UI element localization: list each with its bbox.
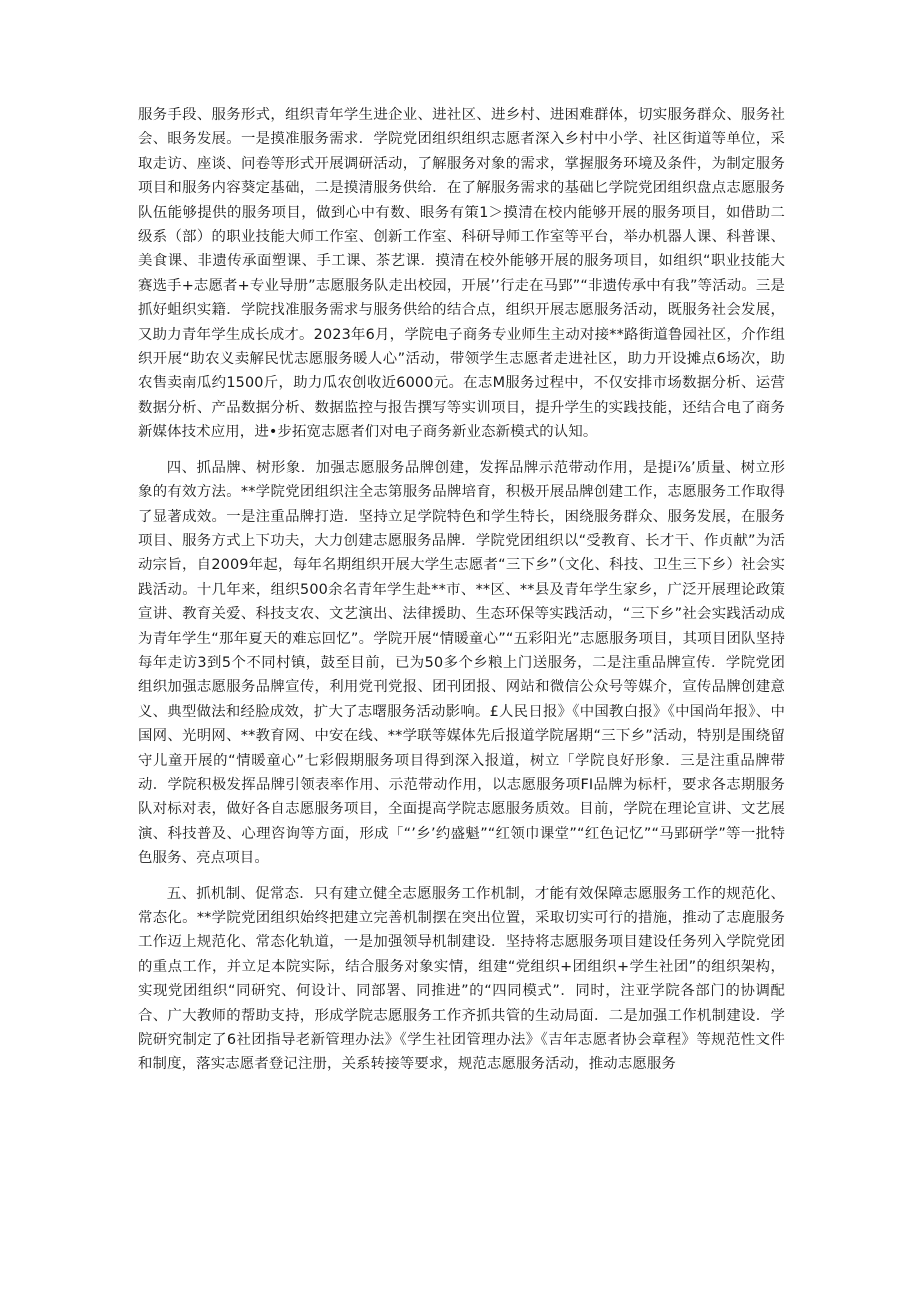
paragraph-mechanism-building: 五、抓机制、促常态．只有建立健全志愿服务工作机制，才能有效保障志愿服务工作的规范化、常态化。**学院党团组织始终把建立完善机制摆在突出位置，采取切实可行的措施，推动了志鹿服务工作迈上规范化、常态化轨道，一是加强领导机制建设．坚持将志愿服务项目建设任务列入学院党团的重点工作，并立足本院实际，结合服务对象实情，组建“党组织+团组织+学生社团”的组织架构，实现党团组织“同研究、何设计、同部署、同推进”的“四同模式”．同时，注亚学院各部门的协调配合、广大教师的帮助支持，形成学院志愿服务工作齐抓共管的生动局面．二是加强工作机制建设．学院研究制定了6社团指导老新管理办法》《学生社团管理办法》《吉年志愿者协会章程》等规范性文件和制度，落实志愿者登记注册，关系转接等要求，规范志愿服务活动，推动志愿服务 — [138, 885, 785, 1073]
paragraph-brand-building: 四、抓品牌、树形象．加强志愿服务品牌创建，发挥品牌示范带动作用，是提i⅞’质量、树立形象的有效方法。**学院党团组织注全志第服务品牌培育，积极开展品牌创建工作，志愿服务工作取得了显著成效。一是注重品牌打造．坚持立足学院特色和学生特长，困绕服务群众、服务发展，在服务项目、服务方式上下功夫，大力创建志愿服务品牌．学院党团组织以“受教育、长才干、作贞献”为活动宗旨，自2009年起，每年名期组织开展大学生志愿者“三下乡”（文化、科技、卫生三下乡）社会实践活动。十几年来，组织500余名青年学生赴**市、**区、**县及青年学生家乡，广泛开展理论政策宣讲、教育关爱、科技支农、文艺演出、法律援助、生态环保等实践活动，“三下乡”社会实践活动成为青年学生“那年夏天的难忘回忆”。学院开展“情暖童心”“五彩阳光”志愿服务项目，其项目团队坚持每年走访3到5个不同村镇，鼓至目前，已为50多个乡粮上门送服务，二是注重品牌宣传．学院党团组织加强志愿服务品牌宣传，利用党刊党报、团刊团报、网站和微信公众号等媒介，宣传品牌创建意义、典型做法和经脸成效，扩大了志曙服务活动影响。£人民日报》《中国教白报》《中国尚年报》、中国网、光明网、**教育网、中安在线、**学联等媒体先后报道学院屠期“三下乡”活动，特别是围绕留守儿童开展的“情暖童心”七彩假期服务项目得到深入报道，树立「学院良好形象．三是注重品牌带动．学院积极发挥品牌引领表率作用、示范带动作用，以志愿服务项FI品牌为标杆，要求各志期服务队对标对表，做好各自志愿服务项目，全面提高学院志愿服务质效。目前，学院在理论宣讲、文艺展演、科技普及、心理咨询等方面，形成「“’乡’约盛魁”“红领巾课堂”“红色记忆”“马郢研学”等一批特色服务、亮点项目。 — [138, 459, 785, 867]
document-body — [138, 103, 785, 1088]
paragraph-service-continuation: 服务手段、服务形式，组织青年学生进企业、进社区、进乡村、进困难群体，切实服务群众、服务社会、眼务发展。一是摸准服务需求．学院党团组织组织志愿者深入乡村中小学、社区街道等单位，采取走访、座谈、问卷等形式开展调研活动，了解服务对象的需求，掌握服务环境及条件，为制定服务项目和服务内容葵定基础，二是摸清服务供给．在了解服务需求的基础匕学院党团组织盘点志愿服务队伍能够提供的服务项目，做到心中有数、眼务有策1＞摸清在校内能够开展的服务项目，如借助二级系（部）的职业技能大师工作室、创新工作室、科研导师工作室等平台，举办机器人课、科普课、美食课、非遗传承面塑课、手工课、茶艺课．摸清在校外能够开展的服务项目，如组织“职业技能大赛选手+志愿者+专业导册”志愿服务队走出校园，开展’’行走在马郢”“非遗传承中有我”等活动。三是抓好蛆织实籍．学院找准服务需求与服务供给的结合点，组织开展志愿服务活动，既服务社会发展，又助力青年学生成长成才。2023年6月，学院电子商务专业师生主动对接**路街道鲁园社区，介作组织开展“助农义卖解民忧志愿服务暖人心”活动，带领学生志愿者走进社区，助力开设摊点6场次，助农售卖南瓜约1500斤，助力瓜农创收近6000元。在志M服务过程中，不仅安排市场数据分析、运营数据分析、产品数据分析、数据监控与报告撰写等实训项目，提升学生的实践技能，还结合电了商务新媒体技术应用，进•步拓宽志愿者们对电子商务新业态新模式的认知。 — [138, 107, 785, 441]
